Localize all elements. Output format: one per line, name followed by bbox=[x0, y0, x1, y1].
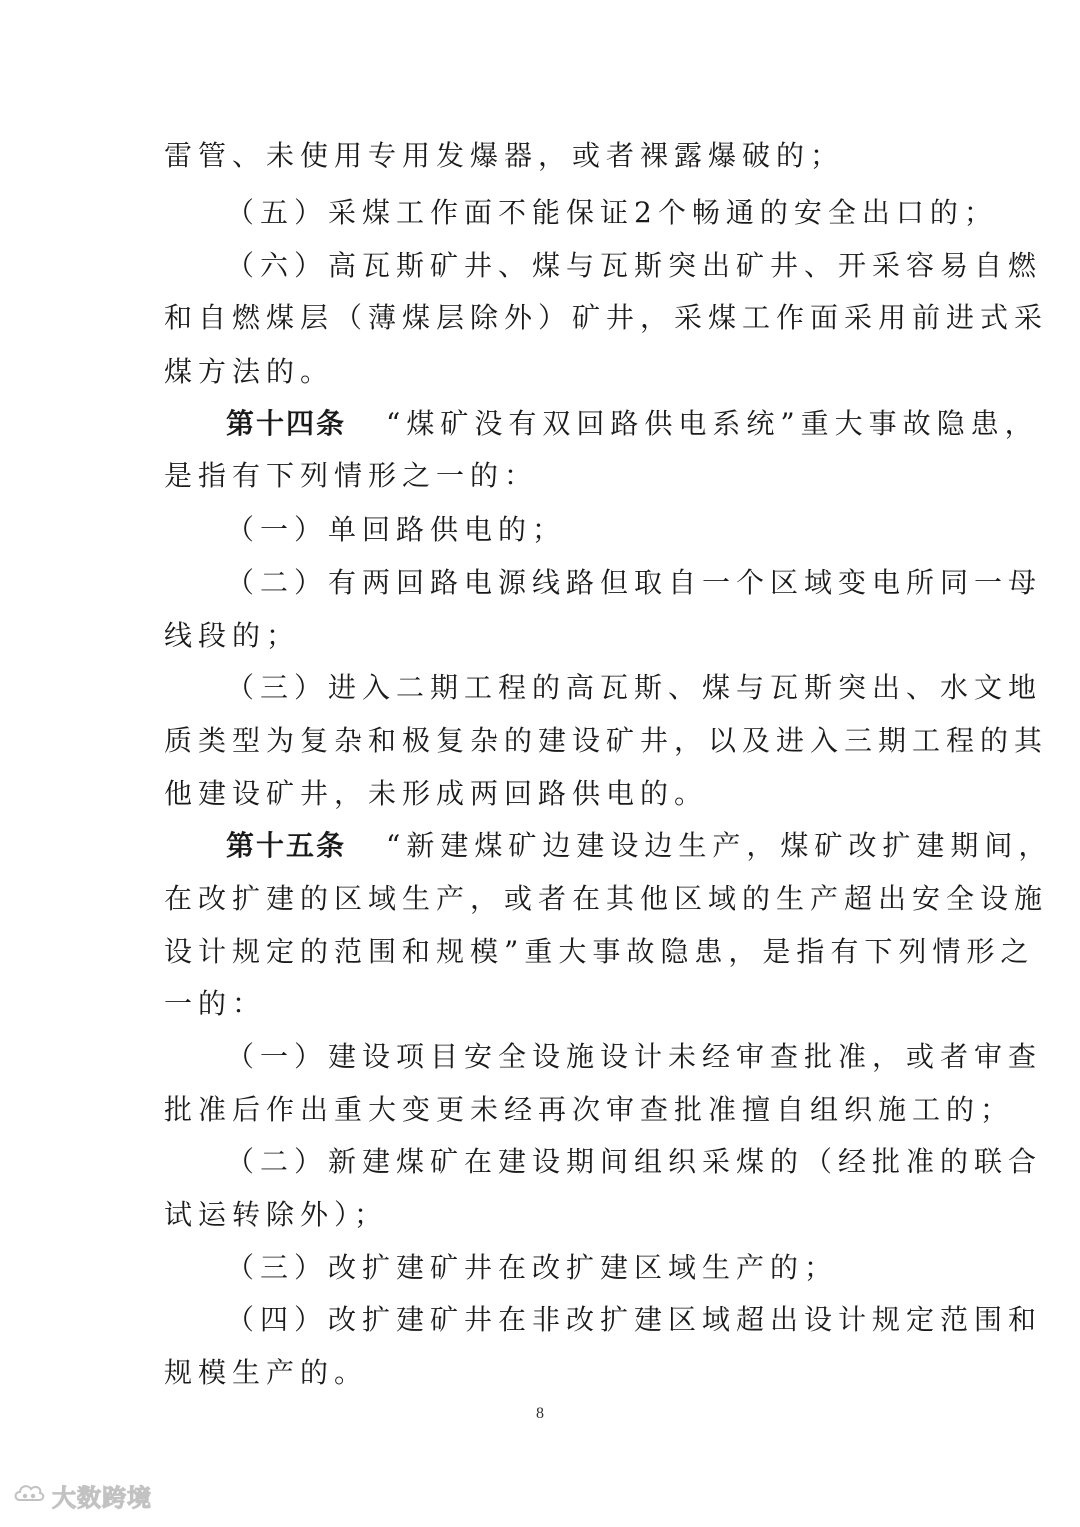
article-15-heading-line bbox=[164, 826, 1053, 866]
article-title-text: “煤矿没有双回路供电系统”重大事故隐患， bbox=[386, 407, 1039, 440]
text-line: （六）高瓦斯矿井、煤与瓦斯突出矿井、开采容易自燃 bbox=[226, 249, 1043, 282]
text-line: 一的： bbox=[164, 987, 267, 1020]
text-line: 和自燃煤层（薄煤层除外）矿井，采煤工作面采用前进式采 bbox=[164, 301, 1049, 334]
text-line: 线段的； bbox=[164, 619, 301, 652]
article-title-text: “新建煤矿边建设边生产，煤矿改扩建期间， bbox=[386, 829, 1053, 862]
page-number: 8 bbox=[536, 1405, 544, 1422]
text-line: 他建设矿井，未形成两回路供电的。 bbox=[164, 777, 709, 810]
text-line: （三）改扩建矿井在改扩建区域生产的； bbox=[226, 1251, 839, 1284]
text-line: （一）单回路供电的； bbox=[226, 513, 567, 546]
text-line: （二）有两回路电源线路但取自一个区域变电所同一母 bbox=[226, 566, 1043, 599]
text-line: （二）新建煤矿在建设期间组织采煤的（经批准的联合 bbox=[226, 1145, 1043, 1178]
text-line: （三）进入二期工程的高瓦斯、煤与瓦斯突出、水文地 bbox=[226, 671, 1043, 704]
text-line: 规模生产的。 bbox=[164, 1356, 369, 1389]
text-line: （五）采煤工作面不能保证2个畅通的安全出口的； bbox=[226, 196, 998, 229]
article-14-heading-line bbox=[164, 404, 1039, 444]
watermark bbox=[12, 1477, 152, 1513]
text-line: （一）建设项目安全设施设计未经审查批准，或者审查 bbox=[226, 1040, 1043, 1073]
text-line: （四）改扩建矿井在非改扩建区域超出设计规定范围和 bbox=[226, 1303, 1043, 1336]
text-line: 在改扩建的区域生产，或者在其他区域的生产超出安全设施 bbox=[164, 882, 1049, 915]
article-number: 第十四条 bbox=[226, 407, 347, 440]
text-line: 试运转除外）； bbox=[164, 1198, 389, 1231]
text-line: 批准后作出重大变更未经再次审查批准擅自组织施工的； bbox=[164, 1093, 1015, 1126]
text-line: 雷管、未使用专用发爆器，或者裸露爆破的； bbox=[164, 139, 845, 172]
text-line: 煤方法的。 bbox=[164, 355, 335, 388]
text-line: 设计规定的范围和规模”重大事故隐患，是指有下列情形之 bbox=[164, 935, 1035, 968]
text-line: 质类型为复杂和极复杂的建设矿井，以及进入三期工程的其 bbox=[164, 724, 1049, 757]
text-line: 是指有下列情形之一的： bbox=[164, 459, 539, 492]
watermark-text: 大数跨境 bbox=[52, 1483, 152, 1512]
cloud-logo-icon bbox=[12, 1480, 46, 1510]
article-number: 第十五条 bbox=[226, 829, 347, 862]
